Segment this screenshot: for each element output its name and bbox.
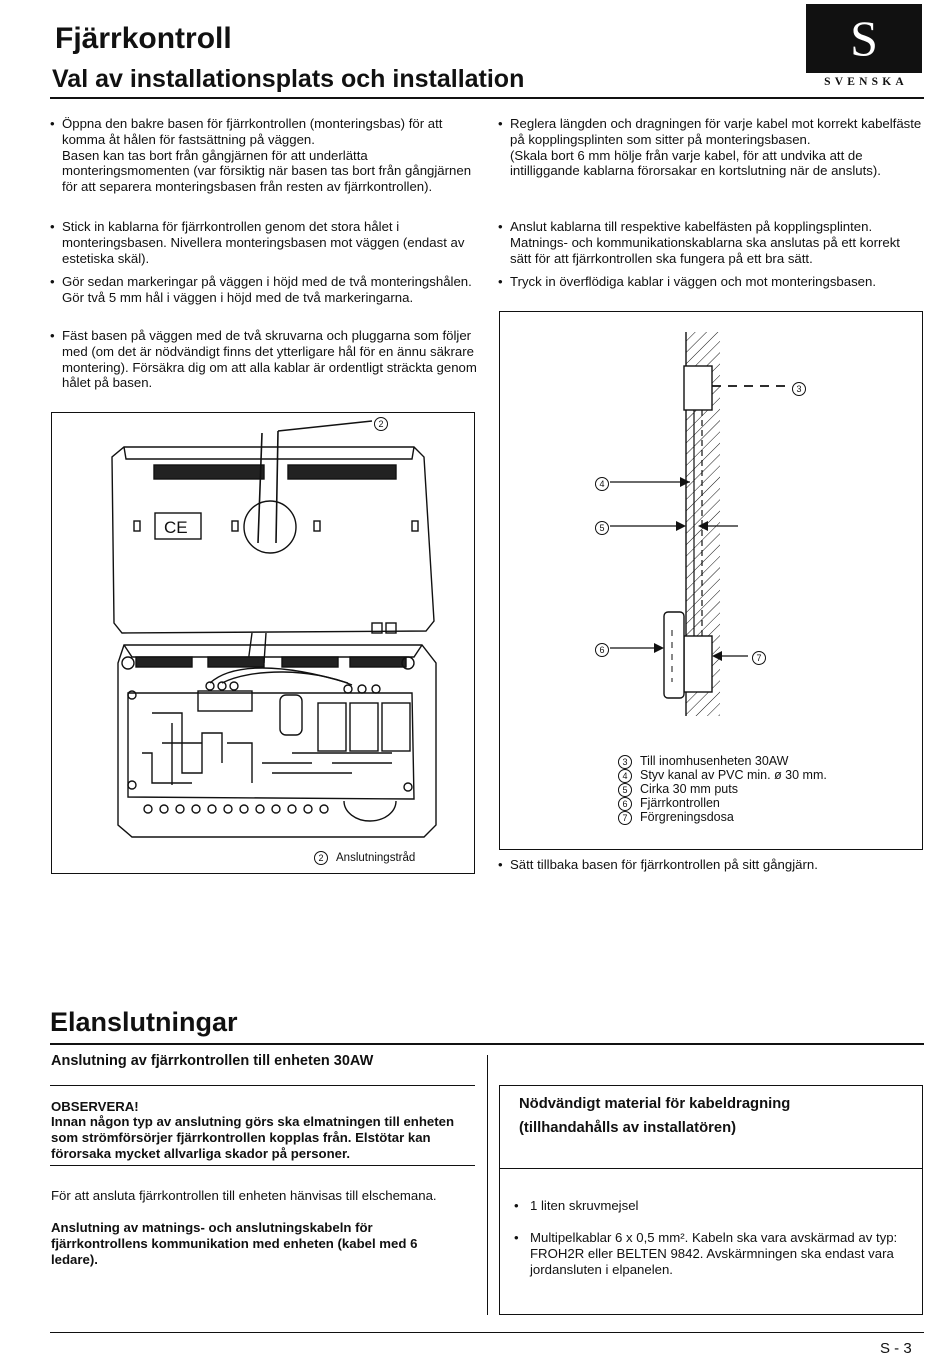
callout-5: 5 — [595, 519, 617, 537]
legend-item: 3 Till inomhusenheten 30AW — [618, 754, 788, 769]
wall-section-figure — [499, 311, 923, 850]
callout-2-top: 2 — [374, 415, 396, 433]
section-title: Elanslutningar — [50, 1007, 238, 1037]
connection-paragraph: För att ansluta fjärrkontrollen till enheten hänvisas till elschemana. — [51, 1188, 437, 1203]
left-bullet-4: • Fäst basen på väggen med de två skruvarna och pluggarna som följer med (om det är nödvändigt finns det ytterligare hål för en ännu säkrare montering). Försäkra dig om att alla kablar är ordentligt sträckta genom hålet på basen. — [50, 328, 477, 391]
remote-control-figure — [51, 412, 475, 874]
column-divider — [487, 1055, 488, 1315]
language-badge: S — [806, 4, 922, 73]
cable-paragraph: Anslutning av matnings- och anslutningskabeln för fjärrkontrollens kommunikation med enheten (kabel med 6 ledare). — [51, 1220, 418, 1267]
warning-text: Innan någon typ av anslutning görs ska elmatningen till enheten som strömförsörjer fjärrkontrollen kopplas från. Elstötar kan förorsaka mycket allvarliga skador på personer. — [51, 1114, 455, 1161]
legend-item: 7 Förgreningsdosa — [618, 810, 734, 825]
svg-text:CE: CE — [164, 518, 188, 537]
right-bullet-2: • Anslut kablarna till respektive kabelfästen på kopplingsplinten. Matnings- och kommunikationskablarna ska anslutas på ett korrekt sätt för att fjärrkontrollen ska fungera på ett bra sätt. — [498, 219, 900, 266]
footer-rule — [50, 1332, 924, 1333]
figure-caption: 2 Anslutningstråd — [314, 851, 415, 865]
page-number: S - 3 — [880, 1340, 912, 1357]
after-figure-bullet: • Sätt tillbaka basen för fjärrkontrollen på sitt gångjärn. — [498, 857, 818, 872]
warning-rule — [50, 1165, 475, 1166]
material-rule — [500, 1168, 922, 1169]
callout-3: 3 — [792, 380, 814, 398]
callout-4: 4 — [595, 475, 617, 493]
section-rule — [50, 1043, 924, 1045]
material-item: • 1 liten skruvmejsel — [514, 1198, 639, 1213]
remote-control-drawing — [52, 413, 474, 873]
page-subtitle: Val av installationsplats och installation — [52, 65, 525, 93]
left-bullet-3: • Gör sedan markeringar på väggen i höjd med de två monteringshålen. Gör två 5 mm hål i väggen i höjd med de två markeringarna. — [50, 274, 472, 305]
left-bullet-1: • Öppna den bakre basen för fjärrkontrollen (monteringsbas) för att komma åt hålen för fastsättning på väggen. Basen kan tas bort från gångjärnen för att underlätta monteringsmomenten (var försiktig när basen tas bort från gångjärnen för att separera monteringsbasen från resten av fjärrkontrollen). — [50, 116, 472, 195]
material-item: • Multipelkablar 6 x 0,5 mm². Kabeln ska vara avskärmad av typ: FROH2R eller BELTEN 9842. Avskärmningen ska endast vara jordansluten i elpanelen. — [514, 1230, 898, 1277]
material-title: Nödvändigt material för kabeldragning (tillhandahålls av installatören) — [519, 1096, 791, 1136]
legend-item: 4 Styv kanal av PVC min. ø 30 mm. — [618, 768, 827, 783]
warning-heading: OBSERVERA! — [51, 1099, 139, 1114]
callout-7: 7 — [752, 649, 774, 667]
left-bullet-2: • Stick in kablarna för fjärrkontrollen genom det stora hålet i monteringsbasen. Nivellera monteringsbasen mot väggen (endast av estetiska skäl). — [50, 219, 465, 266]
callout-6: 6 — [595, 641, 617, 659]
subtitle-rule — [50, 1085, 475, 1086]
legend-item: 6 Fjärrkontrollen — [618, 796, 720, 811]
right-bullet-3: • Tryck in överflödiga kablar i väggen och mot monteringsbasen. — [498, 274, 877, 289]
section-subtitle: Anslutning av fjärrkontrollen till enheten 30AW — [51, 1053, 374, 1069]
wall-section-drawing — [500, 312, 922, 752]
legend-item: 5 Cirka 30 mm puts — [618, 782, 738, 797]
header-rule — [50, 97, 924, 99]
right-bullet-1: • Reglera längden och dragningen för varje kabel mot korrekt kabelfäste på kopplingsplinten som sitter på monteringsbasen. (Skala bort 6 mm hölje från varje kabel, för att undvika att de intilliggande kablarna förorsakar en kortslutning när de ansluts). — [498, 116, 922, 179]
material-box — [499, 1085, 923, 1315]
language-label: SVENSKA — [824, 76, 908, 88]
page-title: Fjärrkontroll — [55, 22, 232, 55]
